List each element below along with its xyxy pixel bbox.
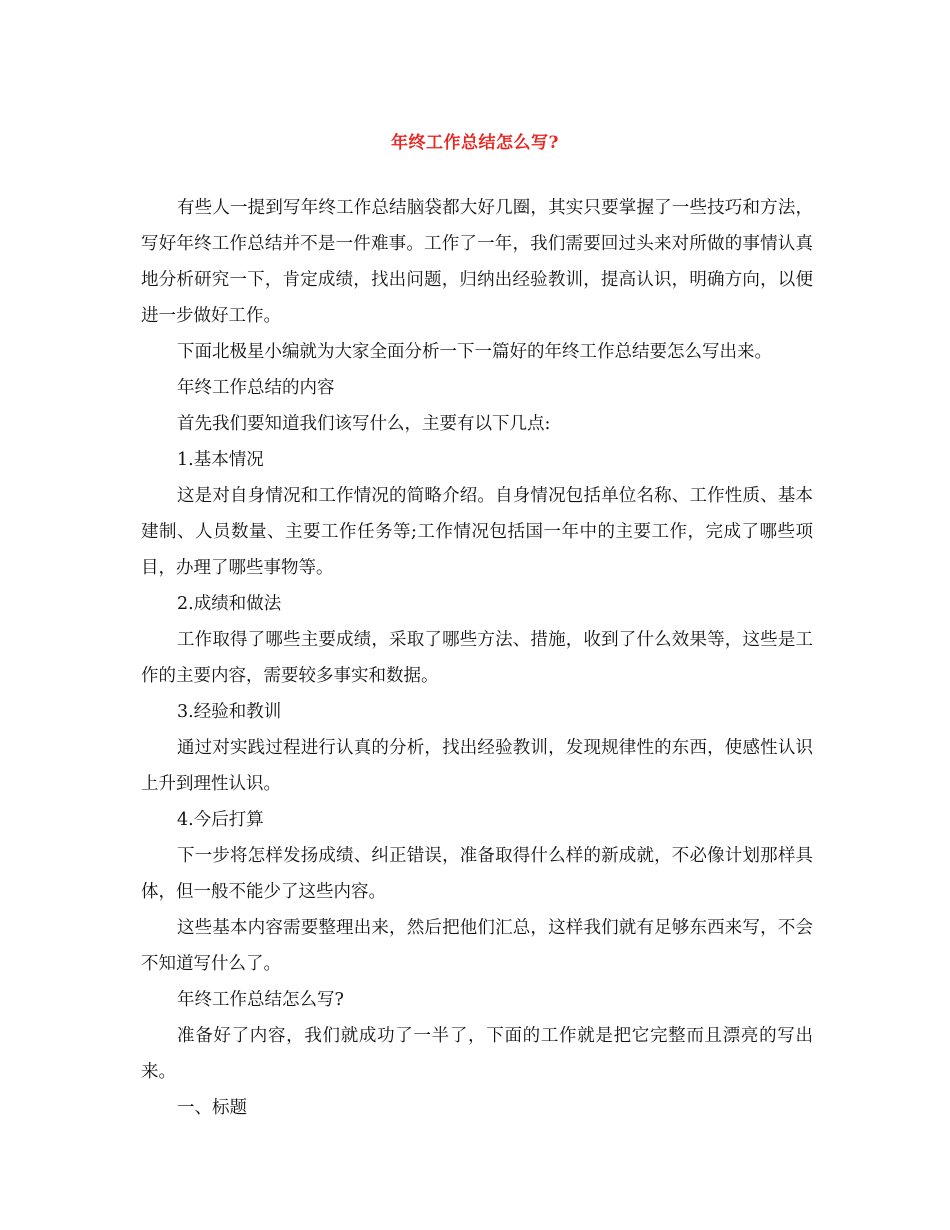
list-heading-plans: 4.今后打算: [177, 810, 264, 830]
paragraph-lessons: 通过对实践过程进行认真的分析，找出经验教训，发现规律性的东西，使感性认识上升到理性认识。: [141, 738, 813, 794]
section-heading-content: 年终工作总结的内容: [177, 378, 335, 398]
paragraph-writing-intro: 准备好了内容，我们就成功了一半了，下面的工作就是把它完整而且漂亮的写出来。: [141, 1026, 813, 1082]
paragraph-basic-situation: 这是对自身情况和工作情况的简略介绍。自身情况包括单位名称、工作性质、基本建制、人员数量、主要工作任务等;工作情况包括国一年中的主要工作，完成了哪些项目，办理了哪些事物等。: [141, 486, 813, 578]
list-heading-lessons: 3.经验和教训: [177, 702, 282, 722]
section-heading-how-to-write: 年终工作总结怎么写?: [177, 990, 344, 1010]
paragraph-intro: 有些人一提到写年终工作总结脑袋都大好几圈，其实只要掌握了一些技巧和方法，写好年终工作总结并不是一件难事。工作了一年，我们需要回过头来对所做的事情认真地分析研究一下，肯定成绩，找出问题，归纳出经验教训，提高认识，明确方向，以便进一步做好工作。: [141, 198, 813, 326]
document-body: [141, 190, 813, 1126]
list-heading-achievements: 2.成绩和做法: [177, 594, 282, 614]
paragraph-lead-in: 下面北极星小编就为大家全面分析一下一篇好的年终工作总结要怎么写出来。: [177, 342, 772, 362]
subheading-title: 一、标题: [177, 1098, 247, 1118]
page-title: 年终工作总结怎么写?: [391, 133, 559, 153]
paragraph-plans: 下一步将怎样发扬成绩、纠正错误，准备取得什么样的新成就，不必像计划那样具体，但一般不能少了这些内容。: [141, 846, 813, 902]
paragraph-achievements: 工作取得了哪些主要成绩，采取了哪些方法、措施，收到了什么效果等，这些是工作的主要内容，需要较多事实和数据。: [141, 630, 813, 686]
paragraph-summary: 这些基本内容需要整理出来，然后把他们汇总，这样我们就有足够东西来写，不会不知道写什么了。: [141, 918, 813, 974]
list-heading-basic-situation: 1.基本情况: [177, 450, 264, 470]
paragraph-points-intro: 首先我们要知道我们该写什么，主要有以下几点:: [177, 414, 551, 434]
